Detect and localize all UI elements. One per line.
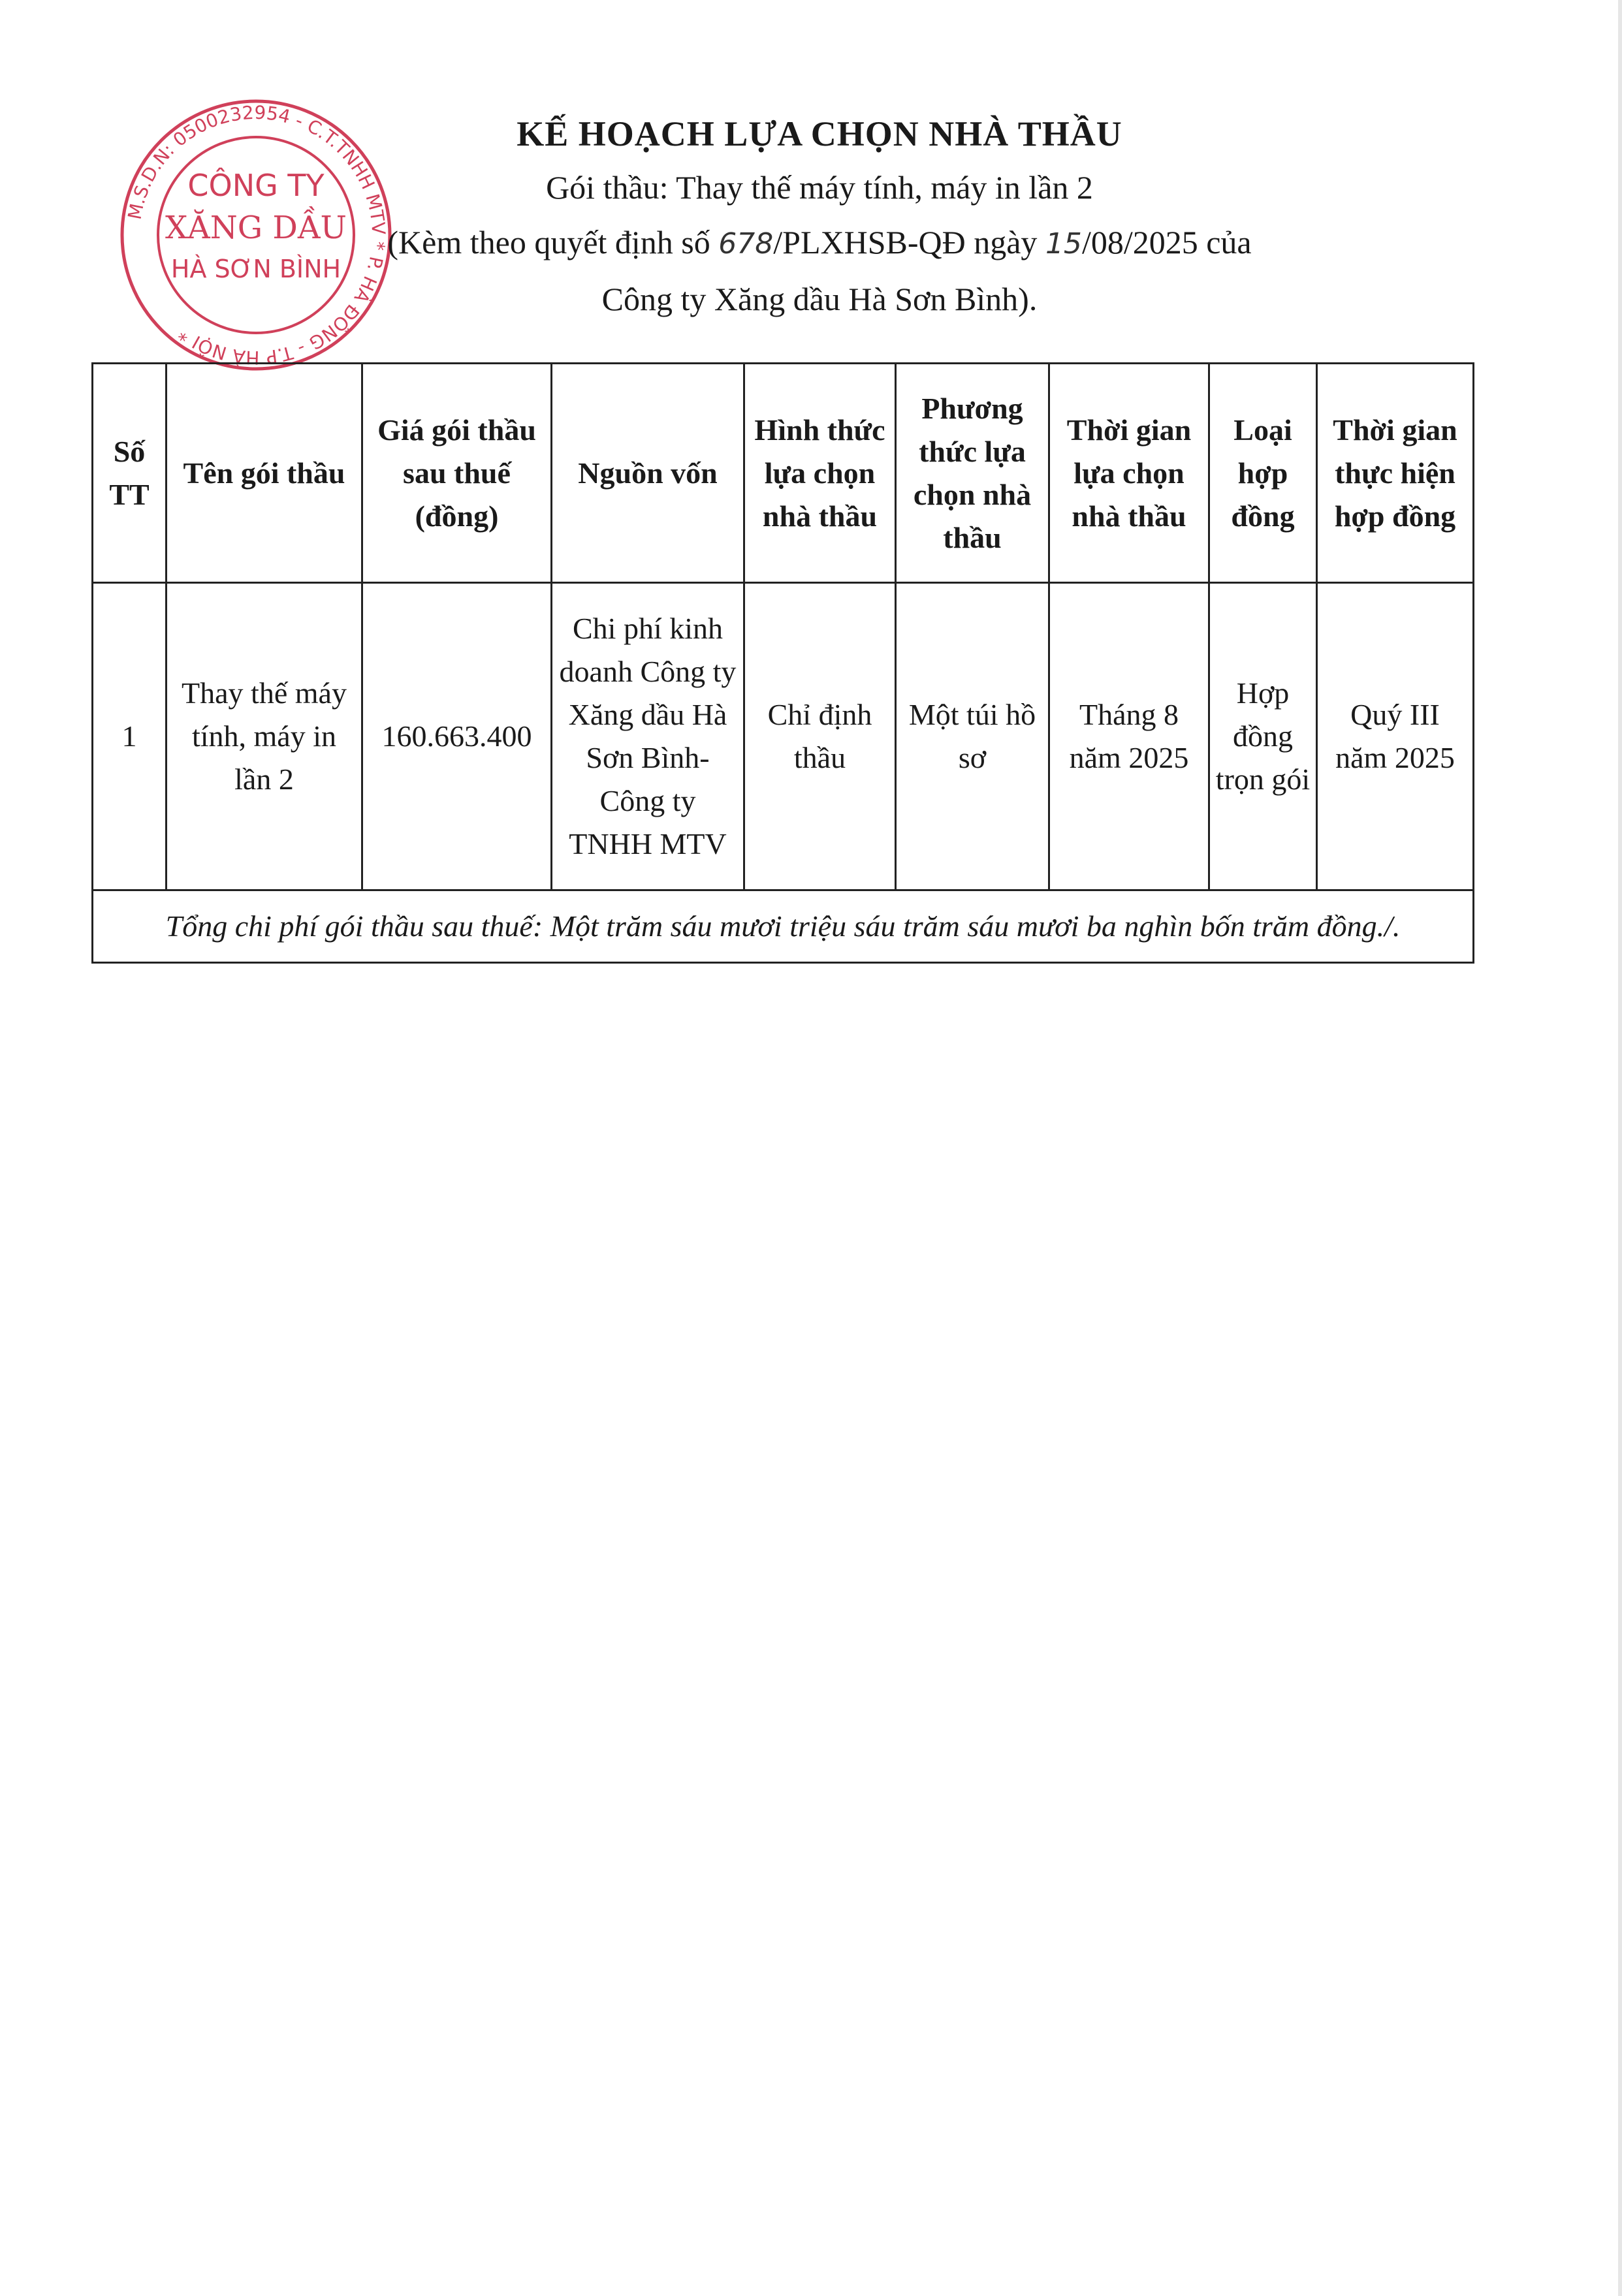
seal-line-2: XĂNG DẦU (165, 210, 347, 246)
cell-stt: 1 (93, 583, 167, 890)
document-title: KẾ HOẠCH LỰA CHỌN NHÀ THẦU (517, 114, 1122, 153)
total-row (93, 890, 1474, 963)
seal-line-3: HÀ SƠN BÌNH (170, 255, 342, 283)
cell-price: 160.663.400 (362, 583, 552, 890)
total-cost-text: Tổng chi phí gói thầu sau thuế: Một trăm sáu mươi triệu sáu trăm sáu mươi ba nghìn bốn trăm đồng./. (93, 890, 1474, 963)
header-contract-duration: Thời gian thực hiện hợp đồng (1317, 364, 1474, 583)
header-funding: Nguồn vốn (552, 364, 744, 583)
decision-number: 678 (718, 227, 774, 260)
header-selection-time: Thời gian lựa chọn nhà thầu (1049, 364, 1209, 583)
company-line: Công ty Xăng dầu Hà Sơn Bình). (601, 281, 1038, 317)
cell-selection-method: Một túi hồ sơ (896, 583, 1049, 890)
decision-day: 15 (1045, 227, 1082, 260)
header-selection-form: Hình thức lựa chọn nhà thầu (744, 364, 896, 583)
table-row (93, 583, 1474, 890)
cell-selection-form: Chỉ định thầu (744, 583, 896, 890)
cell-funding: Chi phí kinh doanh Công ty Xăng dầu Hà Sơn Bình- Công ty TNHH MTV (552, 583, 744, 890)
header-contract-type: Loại hợp đồng (1209, 364, 1317, 583)
decision-reference (281, 215, 1358, 272)
contractor-plan-table (91, 362, 1474, 964)
decision-prefix: (Kèm theo quyết định số (387, 224, 719, 260)
table-header-row (93, 364, 1474, 583)
seal-ring-text: M.S.D.N: 0500232954 - C.T.TNHH MTV * P. HÀ ĐÔNG - T.P HÀ NỘI * (123, 101, 390, 369)
cell-selection-time: Tháng 8 năm 2025 (1049, 583, 1209, 890)
cell-contract-duration: Quý III năm 2025 (1317, 583, 1474, 890)
cell-contract-type: Hợp đồng trọn gói (1209, 583, 1317, 890)
package-subtitle: Gói thầu: Thay thế máy tính, máy in lần 2 (546, 169, 1093, 206)
document-header (281, 108, 1358, 326)
header-package-name: Tên gói thầu (167, 364, 362, 583)
header-selection-method: Phương thức lựa chọn nhà thầu (896, 364, 1049, 583)
header-price: Giá gói thầu sau thuế (đồng) (362, 364, 552, 583)
page-edge (1618, 0, 1622, 2296)
seal-line-1: CÔNG TY (187, 168, 325, 203)
decision-suffix: /08/2025 của (1081, 224, 1252, 260)
decision-middle: /PLXHSB-QĐ ngày (773, 224, 1045, 260)
cell-package-name: Thay thế máy tính, máy in lần 2 (167, 583, 362, 890)
header-stt: Số TT (93, 364, 167, 583)
